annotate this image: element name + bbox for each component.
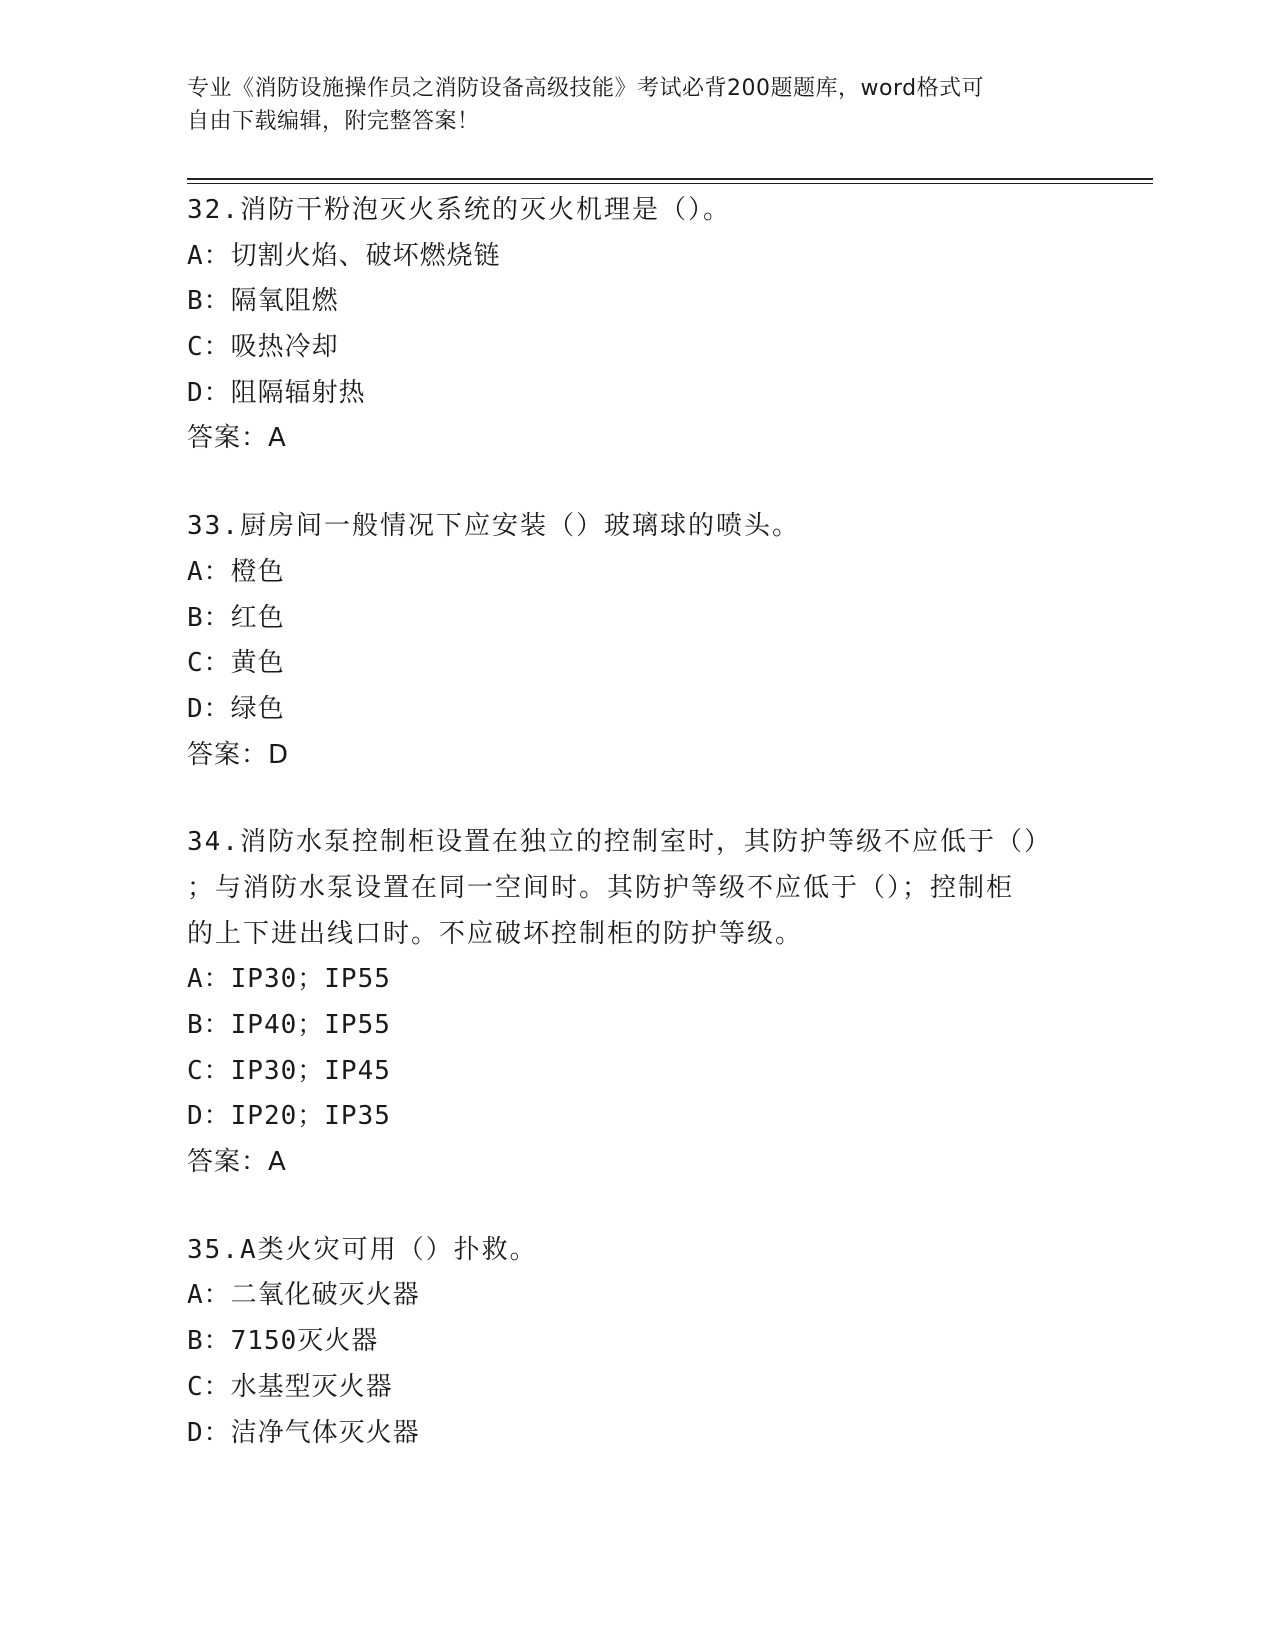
- stem-line: 33.厨房间一般情况下应安装（）玻璃球的喷头。: [187, 511, 800, 542]
- option-a: A：二氧化破灭火器: [187, 1280, 420, 1311]
- option-c: C：吸热冷却: [187, 332, 339, 363]
- stem-line: 的上下进出线口时。不应破坏控制柜的防护等级。: [187, 918, 804, 949]
- header-divider-thin: [187, 183, 1153, 184]
- option-b: B：隔氧阻燃: [187, 286, 339, 317]
- stem-line: ；与消防水泵设置在同一空间时。其防护等级不应低于（）；控制柜: [187, 872, 1015, 903]
- option-c: C：IP30；IP45: [187, 1055, 391, 1086]
- question-stem: [187, 188, 1067, 234]
- question-34: [187, 820, 1067, 1186]
- answer-line: 答案：D: [187, 739, 290, 770]
- option-d: D：阻隔辐射热: [187, 377, 366, 408]
- option-d: D：洁净气体灭火器: [187, 1417, 420, 1448]
- question-stem: [187, 1228, 1067, 1274]
- stem-line: 34.消防水泵控制柜设置在独立的控制室时，其防护等级不应低于（）: [187, 827, 1052, 858]
- answer-line: 答案：A: [187, 423, 287, 454]
- question-35: [187, 1228, 1067, 1456]
- option-c: C：水基型灭火器: [187, 1371, 393, 1402]
- option-a: A：IP30；IP55: [187, 964, 391, 995]
- question-stem: [187, 820, 1067, 957]
- stem-line: 32.消防干粉泡灭火系统的灭火机理是（）。: [187, 195, 731, 225]
- question-32: [187, 188, 1067, 462]
- question-list: [187, 188, 1067, 1498]
- question-stem: [187, 504, 1067, 550]
- option-a: A：橙色: [187, 556, 285, 587]
- option-d: D：绿色: [187, 693, 285, 724]
- stem-line: 35.A类火灾可用（）扑救。: [187, 1234, 538, 1265]
- document-header: [187, 72, 1067, 138]
- option-c: C：黄色: [187, 648, 285, 679]
- option-a: A：切割火焰、破坏燃烧链: [187, 240, 501, 271]
- option-b: B：IP40；IP55: [187, 1010, 391, 1040]
- question-33: [187, 504, 1067, 778]
- option-d: D：IP20；IP35: [187, 1101, 391, 1132]
- header-divider-thick: [187, 178, 1153, 180]
- option-b: B：红色: [187, 602, 285, 633]
- answer-line: 答案：A: [187, 1147, 287, 1178]
- option-b: B：7150灭火器: [187, 1326, 379, 1357]
- header-line-2: 自由下载编辑，附完整答案！: [187, 109, 480, 134]
- header-line-1: 专业《消防设施操作员之消防设备高级技能》考试必背200题题库，word格式可: [187, 76, 985, 101]
